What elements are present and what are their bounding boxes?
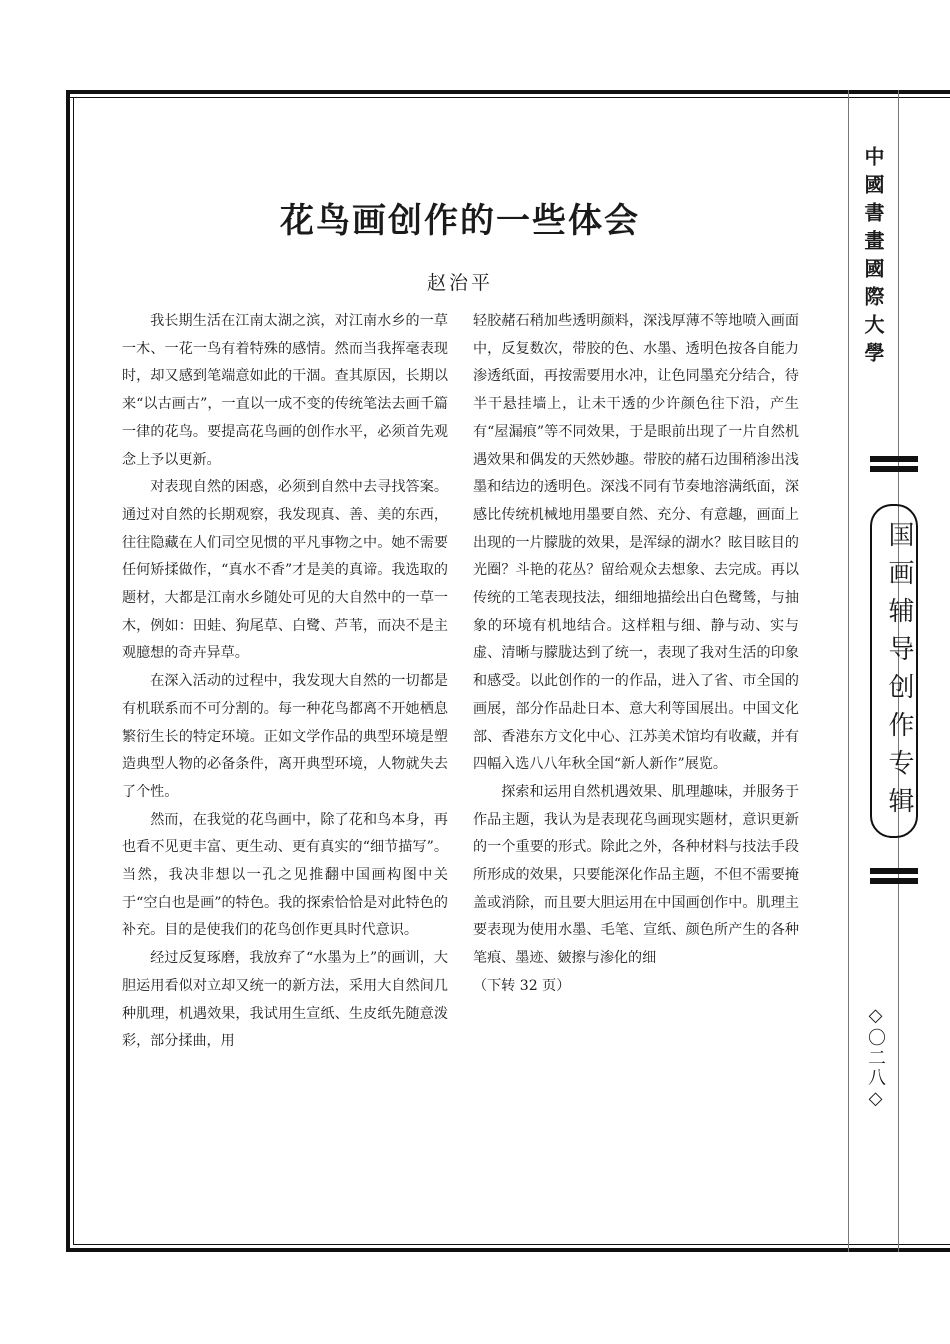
badge-bar-bottom xyxy=(870,878,918,884)
badge-bar-top xyxy=(870,456,918,462)
article-title: 花鸟画创作的一些体会 xyxy=(280,201,640,241)
paragraph: 然而，在我觉的花鸟画中，除了花和鸟本身，再也看不见更丰富、更生动、更有真实的“细节描写”。当然，我决非想以一孔之见推翻中国画构图中关于“空白也是画”的特色。我的探索恰恰是对此特色的补充。目的是使我们的花鸟创作更具时代意识。 xyxy=(122,811,448,939)
paragraph: 经过反复琢磨，我放弃了“水墨为上”的画训，大胆运用看似对立却又统一的新方法，采用大自然间几种肌理，机遇效果，我试用生宣纸、生皮纸先随意泼彩，部分揉曲，用 xyxy=(122,950,448,1050)
paragraph: 在深入活动的过程中，我发现大自然的一切都是有机联系而不可分割的。每一种花鸟都离不开她栖息繁衍生长的特定环境。正如文学作品的典型环境是塑造典型人物的必备条件，离开典型环境，人物就失去了个性。 xyxy=(122,673,448,800)
frame-bottom-inner-rule xyxy=(73,1244,950,1245)
page-number-vertical: ◇〇二八◇ xyxy=(865,1005,886,1111)
frame-left-inner-rule xyxy=(73,97,74,1245)
column-badge xyxy=(868,456,920,884)
paragraph: 探索和运用自然机遇效果、肌理趣味，并服务于作品主题，我认为是表现花鸟画现实题材，意识更新的一个重要的形式。除此之外，各种材料与技法手段所形成的效果，只要能深化作品主题，不但不需要掩盖或消除，而且要大胆运用在中国画创作中。肌理主要表现为使用水墨、毛笔、宣纸、颜色所产生的各种笔痕、墨迹、皴擦与渗化的细 xyxy=(473,783,799,967)
article-author: 赵治平 xyxy=(426,272,493,294)
paragraph: 我长期生活在江南太湖之滨，对江南水乡的一草一木、一花一鸟有着特殊的感情。然而当我挥毫表现时，却又感到笔端意如此的干涸。查其原因，长期以来“以古画古”，一直以一成不变的传统笔法去画千篇一律的花鸟。要提高花鸟画的创作水平，必须首先观念上予以更新。 xyxy=(122,313,448,468)
right-column xyxy=(473,308,799,1001)
frame-top-inner-rule xyxy=(66,97,950,98)
paragraph: 对表现自然的困惑，必须到自然中去寻找答案。通过对自然的长期观察，我发现真、善、美的东西，往往隐藏在人们司空见惯的平凡事物之中。她不需要任何矫揉做作，“真水不香”才是美的真谛。我选取的题材，大都是江南水乡随处可见的大自然中的一草一木，例如：田蛙、狗尾草、白鹭、芦苇，而决不是主观臆想的奇卉异草。 xyxy=(122,479,448,662)
paragraph-continuation: 轻胶赭石稍加些透明颜料，深浅厚薄不等地喷入画面中，反复数次，带胶的色、水墨、透明色按各自能力渗透纸面，再按需要用水冲，让色同墨充分结合，待半干悬挂墙上，让未干透的少许颜色往下沿，产生有“屋漏痕”等不同效果，于是眼前出现了一片自然机遇效果和偶发的天然妙趣。带胶的赭石边围稍渗出浅墨和结边的透明色。深浅不同有节奏地溶满纸面，深感比传统机械地用墨要自然、充分、有意趣，画面上出现的一片朦胧的效果，是浑绿的湖水？眩目眩目的光圈？斗艳的花丛？留给观众去想象、去完成。再以传统的工笔表现技法，细细地描绘出白色鹭鸶，与抽象的环境有机地结合。这样粗与细、静与动、实与虚、清晰与朦胧达到了统一，表现了我对生活的印象和感受。以此创作的一的作品，进入了省、市全国的画展，部分作品赴日本、意大利等国展出。中国文化部、香港东方文化中心、江苏美术馆均有收藏，并有四幅入选八八年秋全国“新人新作”展览。 xyxy=(473,313,799,773)
frame-bottom-rule xyxy=(66,1248,950,1252)
column-name-vertical: 国画辅导创作专辑 xyxy=(884,521,914,825)
frame-top-rule xyxy=(66,90,950,94)
continued-note: （下转 32 页） xyxy=(473,977,571,994)
frame-left-rule xyxy=(66,90,70,1252)
left-column xyxy=(122,308,448,1056)
sidebar-rule-left xyxy=(848,90,849,1252)
school-name-vertical: 中國書畫國際大學 xyxy=(861,146,885,370)
badge-bar-top-inner xyxy=(870,466,918,472)
badge-bar-bottom-inner xyxy=(870,868,918,874)
